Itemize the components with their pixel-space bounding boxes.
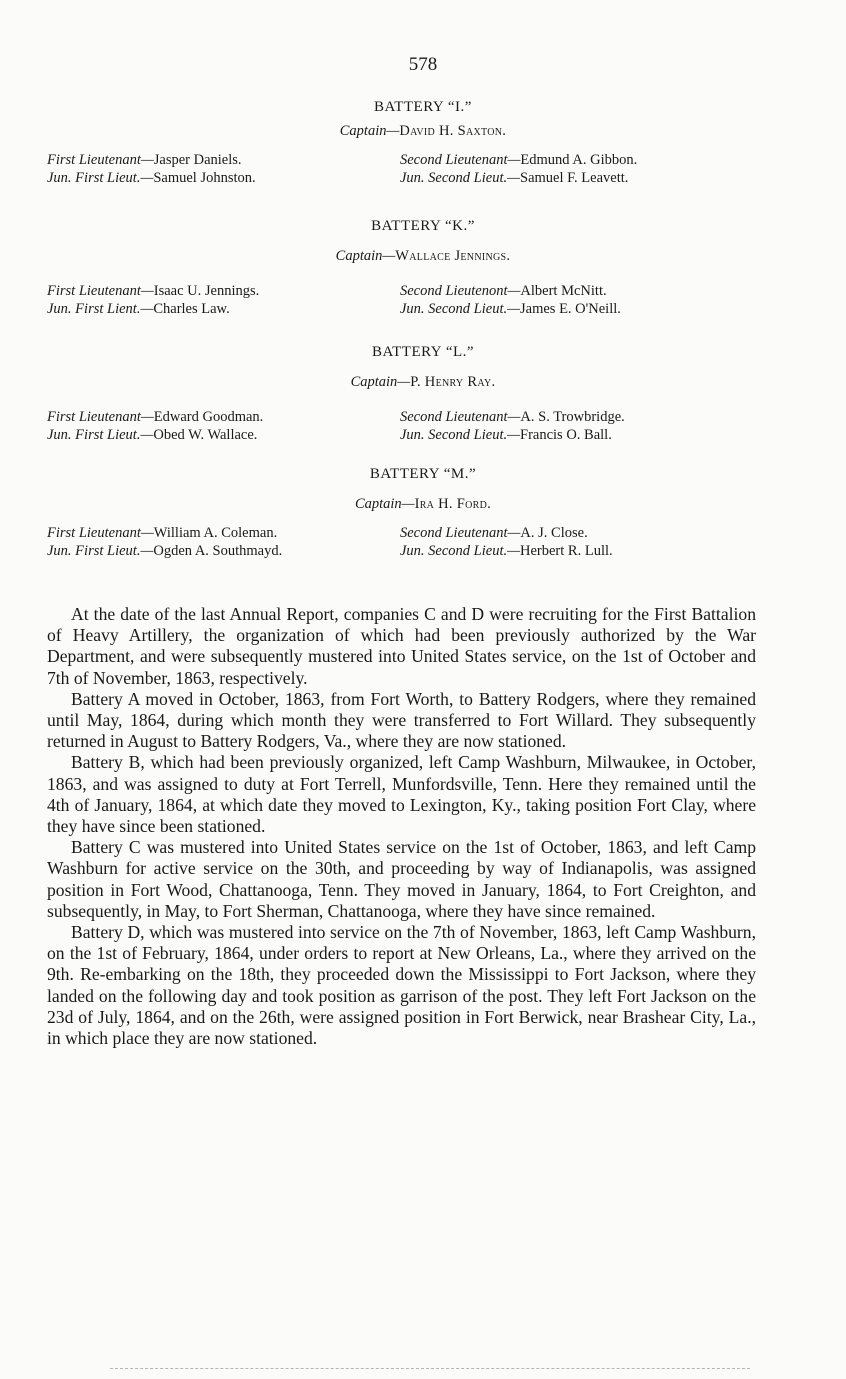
- officer-role: First Lieutenant—: [47, 409, 154, 425]
- officer-name: Samuel Johnston.: [153, 170, 256, 186]
- officer-role: Second Lieutenant—: [400, 525, 521, 541]
- officer-name: Isaac U. Jennings.: [153, 283, 260, 299]
- paragraph: Battery C was mustered into United States service on the 1st of October, 1863, and left Camp Washburn for active service on the 30th, and proceeding by way of Indianapolis, was assigned position in Fort Wood, Chattanooga, Tenn. They moved in January, 1864, to Fort Creighton, and subsequently, in May, to Fort Sherman, Chattanooga, where they have since remained.: [47, 837, 756, 921]
- battery-title: BATTERY “M.”: [369, 466, 477, 482]
- officer-role: Jun. First Lieut.—: [47, 543, 154, 559]
- paragraph: Battery A moved in October, 1863, from Fort Worth, to Battery Rodgers, where they remained until May, 1864, during which month they were transferred to Fort Willard. They subsequently returned in August to Battery Rodgers, Va., where they are now stationed.: [47, 688, 756, 752]
- officer-name: Francis O. Ball.: [520, 427, 612, 443]
- paragraph: Battery B, which had been previously organized, left Camp Washburn, Milwaukee, in October, 1863, and was assigned to duty at Fort Terrell, Munfordsville, Tenn. Here they remained until the 4th of January, 1864, at which date they moved to Lexington, Ky., taking position Fort Clay, where they have since been stationed.: [47, 752, 756, 837]
- officer-left: [47, 408, 263, 426]
- officer-name: Samuel F. Leavett.: [520, 170, 629, 186]
- officer-name: Jasper Daniels.: [153, 152, 242, 168]
- officer-left: [47, 282, 259, 300]
- officer-right: [400, 426, 612, 444]
- battery-title: BATTERY “K.”: [371, 218, 475, 234]
- officer-name: Edmund A. Gibbon.: [520, 152, 638, 168]
- officer-right: [400, 300, 621, 318]
- officer-right: [400, 151, 637, 169]
- officer-right: [400, 524, 588, 542]
- officer-left: [47, 524, 277, 542]
- officer-role: First Lieutenant—: [47, 152, 154, 168]
- officer-role: Jun. First Lient.—: [47, 301, 154, 317]
- officer-list: [0, 151, 846, 187]
- officer-row: [0, 151, 846, 169]
- officer-name: Herbert R. Lull.: [520, 543, 613, 559]
- battery-l-section: [0, 342, 846, 444]
- officer-row: [0, 408, 846, 426]
- officer-name: Edward Goodman.: [153, 409, 264, 425]
- officer-role: Jun. First Lieut.—: [47, 170, 154, 186]
- page-number: 578: [408, 54, 438, 75]
- officer-role: Jun. Second Lieut.—: [400, 543, 521, 559]
- captain-line: [0, 494, 846, 514]
- officer-row: [0, 300, 846, 318]
- officer-name: A. S. Trowbridge.: [520, 409, 625, 425]
- officer-role: Second Lieutenant—: [400, 409, 521, 425]
- officer-list: [0, 524, 846, 560]
- captain-name: Ira H. Ford.: [414, 496, 492, 512]
- officer-name: William A. Coleman.: [153, 525, 278, 541]
- narrative-body: [47, 604, 756, 1049]
- paragraph: At the date of the last Annual Report, companies C and D were recruiting for the First Battalion of Heavy Artillery, the organization of which had been previously authorized by the War Department, and were subsequently mustered into United States service, on the 1st of October and 7th of November, 1863, respectively.: [47, 604, 756, 688]
- battery-title: BATTERY “I.”: [374, 99, 472, 115]
- captain-name: David H. Saxton.: [399, 123, 507, 139]
- officer-row: [0, 542, 846, 560]
- officer-row: [0, 524, 846, 542]
- officer-list: [0, 282, 846, 318]
- officer-left: [47, 426, 257, 444]
- officer-left: [47, 542, 282, 560]
- officer-right: [400, 169, 628, 187]
- officer-name: Charles Law.: [153, 301, 230, 317]
- officer-name: Obed W. Wallace.: [153, 427, 258, 443]
- officer-right: [400, 408, 625, 426]
- officer-role: First Lieutenant—: [47, 283, 154, 299]
- captain-role: Captain—: [335, 248, 396, 264]
- officer-role: Second Lieutenant—: [400, 152, 521, 168]
- officer-row: [0, 426, 846, 444]
- battery-i-section: [0, 97, 846, 187]
- captain-role: Captain—: [350, 374, 411, 390]
- captain-name: Wallace Jennings.: [395, 248, 511, 264]
- paragraph: Battery D, which was mustered into service on the 7th of November, 1863, left Camp Washburn, on the 1st of February, 1864, under orders to report at New Orleans, La., where they arrived on the 9th. Re-embarking on the 18th, they proceeded down the Mississippi to Fort Jackson, where they landed on the following day and took position as garrison of the post. They left Fort Jackson on the 23d of July, 1864, and on the 26th, were assigned position in Fort Berwick, near Brashear City, La., in which place they are now stationed.: [47, 922, 756, 1049]
- officer-right: [400, 542, 613, 560]
- officer-role: First Lieutenant—: [47, 525, 154, 541]
- officer-row: [0, 169, 846, 187]
- officer-role: Jun. Second Lieut.—: [400, 301, 521, 317]
- officer-name: Ogden A. Southmayd.: [153, 543, 283, 559]
- officer-row: [0, 282, 846, 300]
- officer-left: [47, 151, 242, 169]
- captain-line: [0, 246, 846, 266]
- officer-name: James E. O'Neill.: [520, 301, 621, 317]
- captain-line: [0, 372, 846, 392]
- battery-k-section: [0, 216, 846, 318]
- officer-list: [0, 408, 846, 444]
- officer-role: Jun. Second Lieut.—: [400, 170, 521, 186]
- captain-role: Captain—: [339, 123, 400, 139]
- officer-right: [400, 282, 607, 300]
- battery-m-section: [0, 464, 846, 560]
- battery-title: BATTERY “L.”: [371, 344, 475, 360]
- captain-role: Captain—: [354, 496, 415, 512]
- officer-role: Second Lieutenont—: [400, 283, 521, 299]
- officer-name: A. J. Close.: [520, 525, 588, 541]
- officer-role: Jun. Second Lieut.—: [400, 427, 521, 443]
- officer-left: [47, 169, 256, 187]
- page-bottom-rule: [110, 1368, 750, 1369]
- officer-role: Jun. First Lieut.—: [47, 427, 154, 443]
- officer-left: [47, 300, 230, 318]
- officer-name: Albert McNitt.: [520, 283, 607, 299]
- captain-name: P. Henry Ray.: [410, 374, 496, 390]
- captain-line: [0, 121, 846, 141]
